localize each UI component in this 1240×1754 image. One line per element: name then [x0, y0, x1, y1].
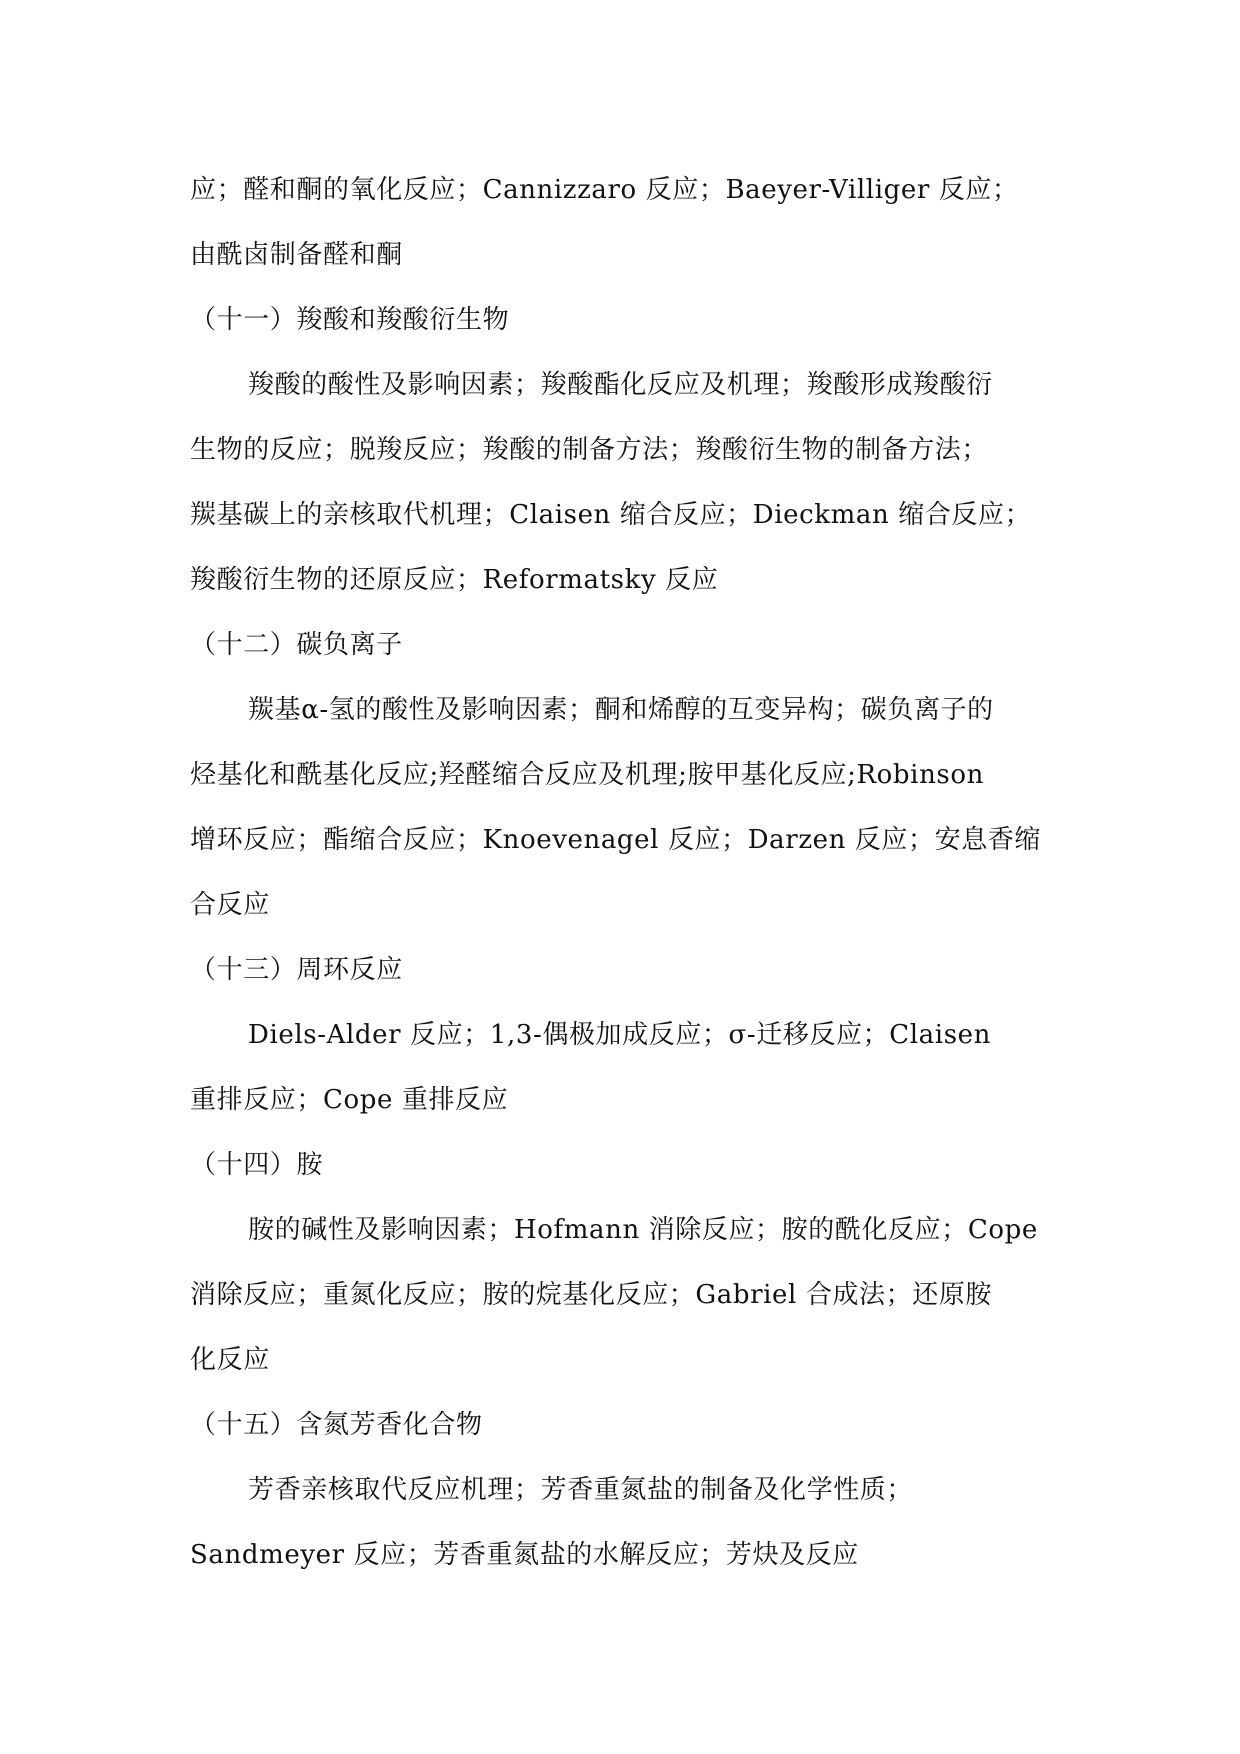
text-line: 重排反应；Cope 重排反应	[190, 1085, 509, 1115]
paragraph-first-line: 胺的碱性及影响因素；Hofmann 消除反应；胺的酰化反应；Cope	[248, 1215, 1038, 1245]
text-line: 增环反应；酯缩合反应；Knoevenagel 反应；Darzen 反应；安息香缩	[190, 825, 1042, 855]
text-line: 化反应	[190, 1345, 270, 1375]
section-heading: （十四）胺	[190, 1150, 324, 1180]
text-line: 烃基化和酰基化反应;羟醛缩合反应及机理;胺甲基化反应;Robinson	[190, 760, 984, 790]
paragraph-first-line: 羰基α-氢的酸性及影响因素；酮和烯醇的互变异构；碳负离子的	[248, 695, 994, 725]
paragraph-first-line: Diels-Alder 反应；1,3-偶极加成反应；σ-迁移反应；Claisen	[248, 1020, 991, 1050]
paragraph-first-line: 芳香亲核取代反应机理；芳香重氮盐的制备及化学性质；	[248, 1475, 914, 1505]
section-heading: （十三）周环反应	[190, 955, 403, 985]
section-heading: （十二）碳负离子	[190, 630, 403, 660]
text-line: 羰基碳上的亲核取代机理；Claisen 缩合反应；Dieckman 缩合反应；	[190, 500, 1032, 530]
text-line: 应；醛和酮的氧化反应；Cannizzaro 反应；Baeyer-Villiger 反应；	[190, 175, 1019, 205]
text-line: 消除反应；重氮化反应；胺的烷基化反应；Gabriel 合成法；还原胺	[190, 1280, 993, 1310]
text-line: 羧酸衍生物的还原反应；Reformatsky 反应	[190, 565, 719, 595]
text-line: 合反应	[190, 890, 270, 920]
section-heading: （十一）羧酸和羧酸衍生物	[190, 305, 510, 335]
paragraph-first-line: 羧酸的酸性及影响因素；羧酸酯化反应及机理；羧酸形成羧酸衍	[248, 370, 993, 400]
section-heading: （十五）含氮芳香化合物	[190, 1410, 483, 1440]
text-line: 生物的反应；脱羧反应；羧酸的制备方法；羧酸衍生物的制备方法；	[190, 435, 989, 465]
text-line: Sandmeyer 反应；芳香重氮盐的水解反应；芳炔及反应	[190, 1540, 859, 1570]
document-body	[190, 158, 1060, 1588]
text-line: 由酰卤制备醛和酮	[190, 240, 403, 270]
